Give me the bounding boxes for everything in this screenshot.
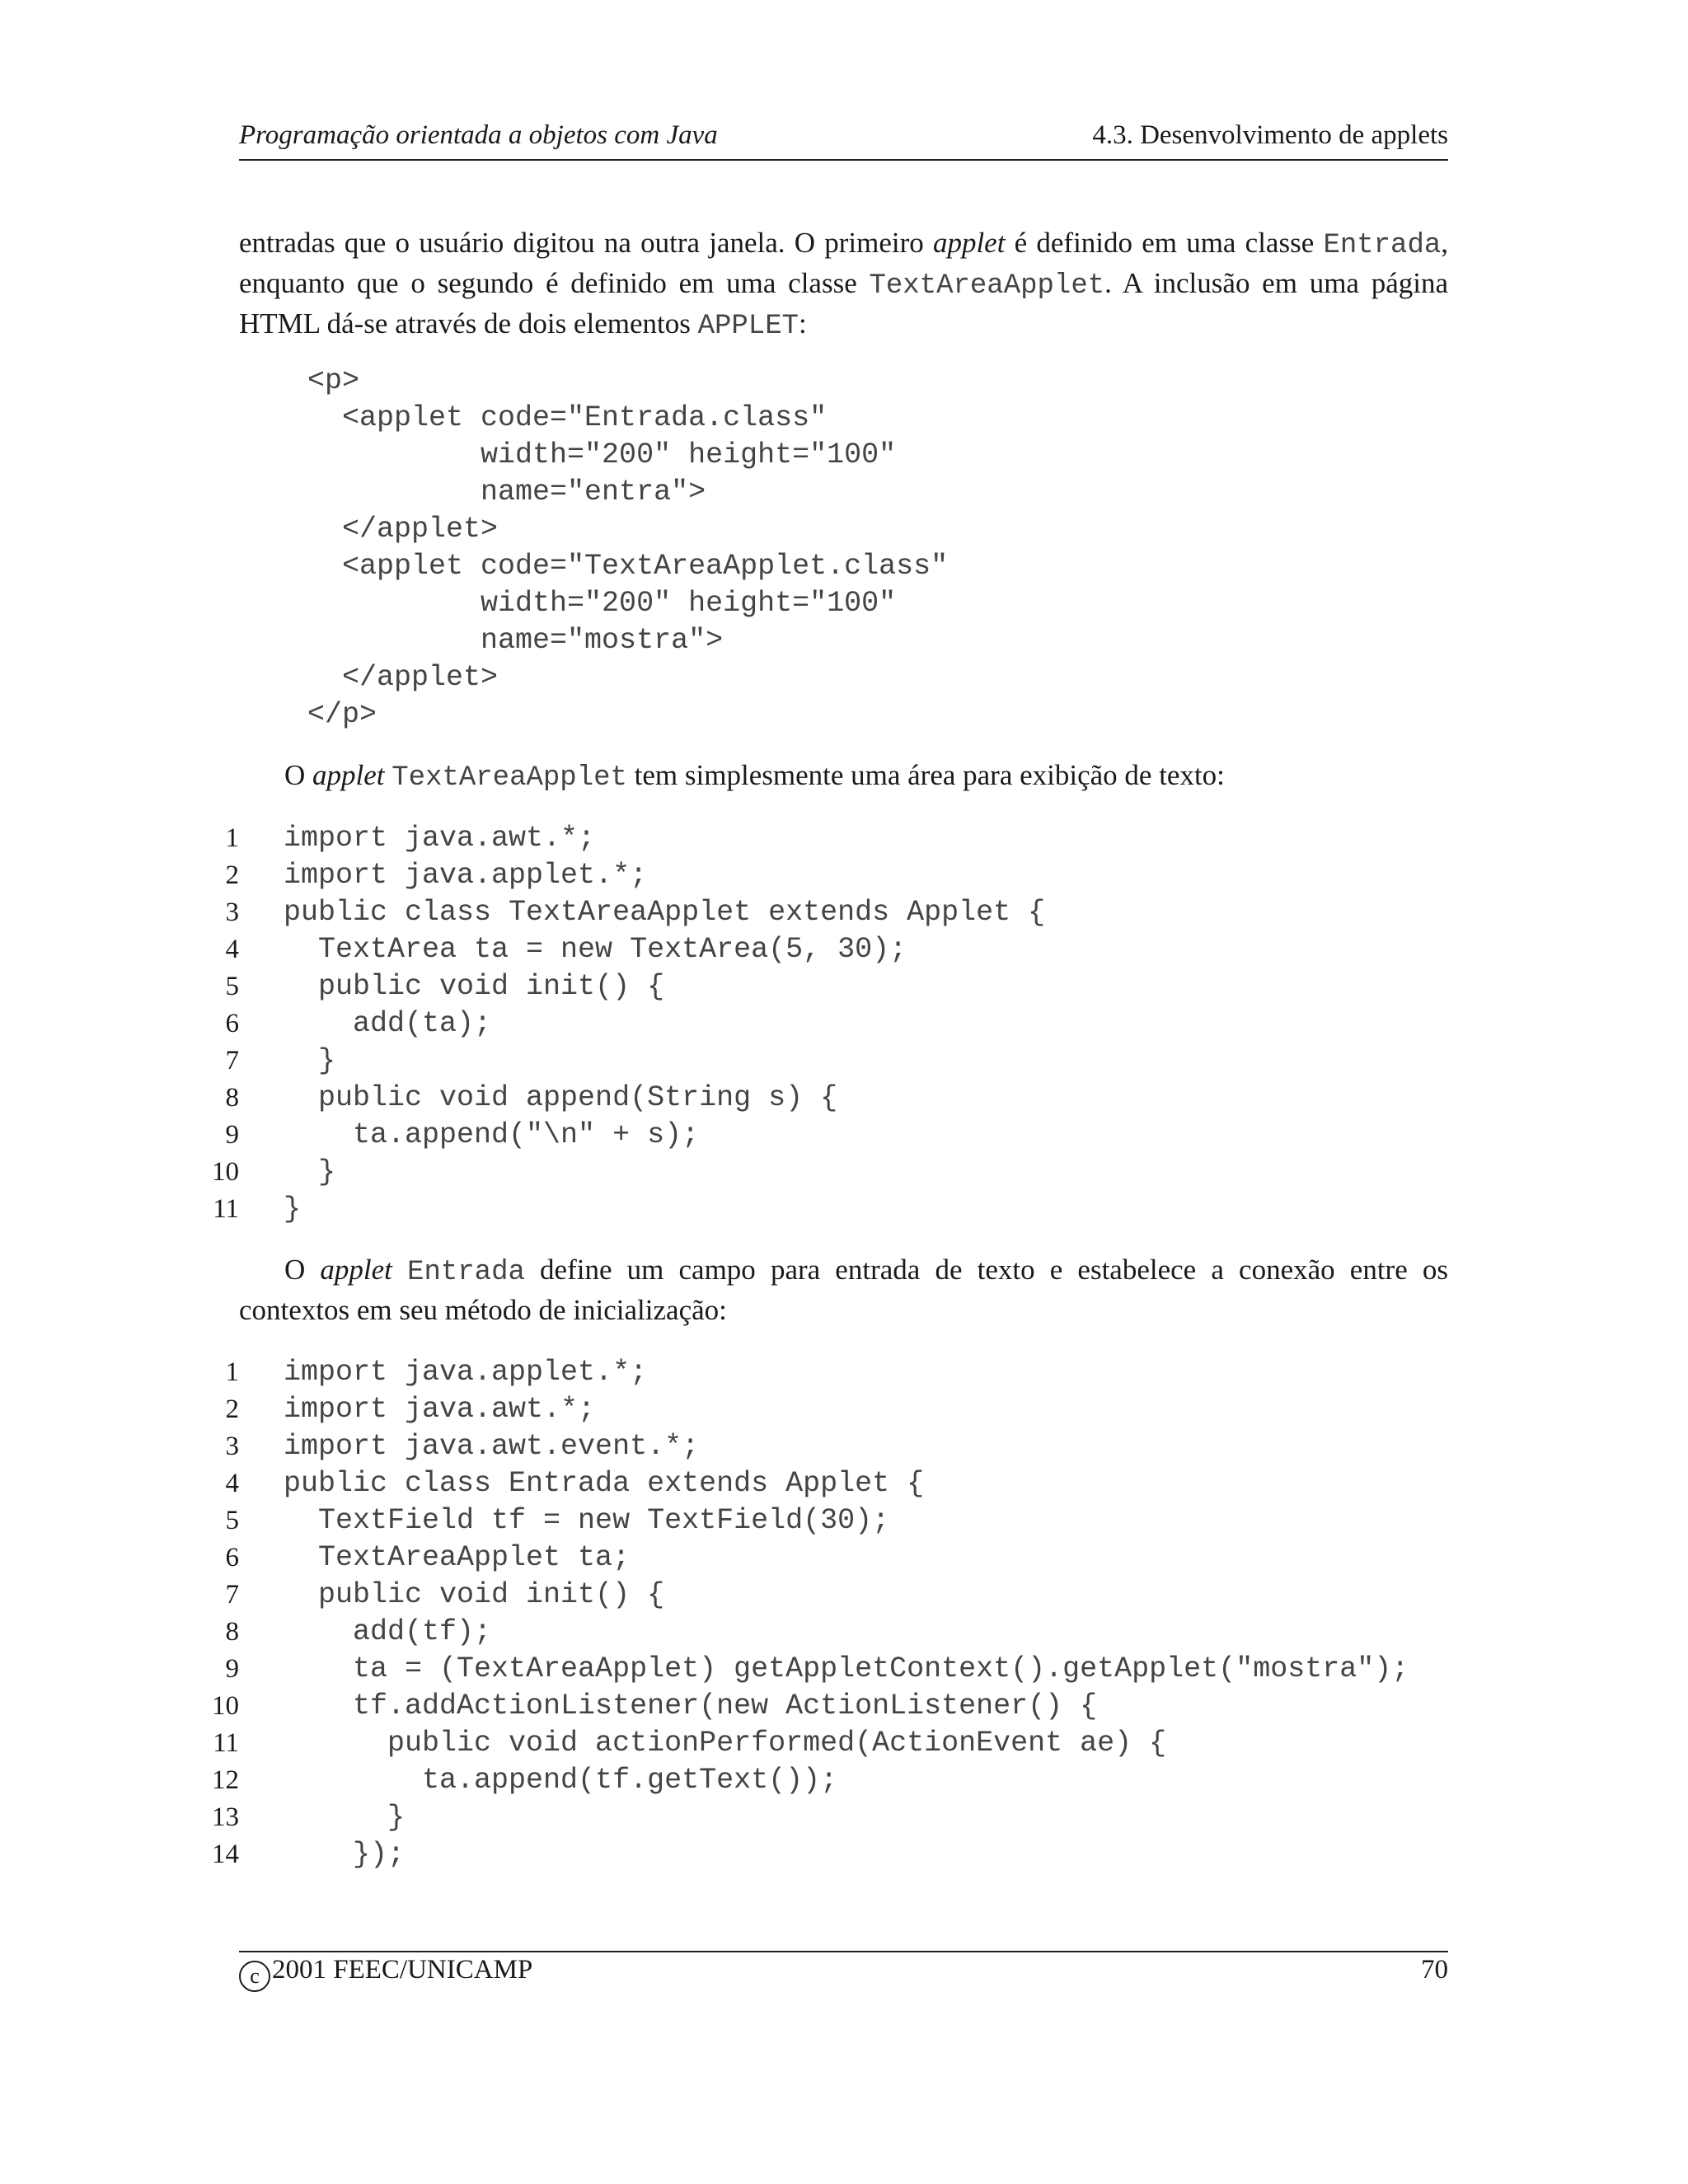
line-number: 2 <box>225 860 239 890</box>
inline-code-textareaapplet: TextAreaApplet <box>869 270 1105 302</box>
code-text: TextArea ta = new TextArea(5, 30); <box>284 933 907 966</box>
line-number: 6 <box>225 1543 239 1572</box>
code-line <box>0 1540 1688 1577</box>
line-number: 3 <box>225 1432 239 1461</box>
text-run: : <box>799 307 807 340</box>
code-text: ta.append(tf.getText()); <box>284 1764 838 1797</box>
code-listing-textareaapplet <box>0 820 1688 1228</box>
code-listing-entrada <box>0 1354 1688 1873</box>
code-text: add(ta); <box>284 1007 492 1040</box>
code-line <box>0 1391 1688 1428</box>
code-text: import java.applet.*; <box>284 1356 648 1389</box>
code-line <box>0 968 1688 1005</box>
code-line <box>0 1428 1688 1465</box>
code-text: public class TextAreaApplet extends Applet { <box>284 896 1046 929</box>
code-text: } <box>284 1044 336 1077</box>
page-number: 70 <box>1421 1955 1448 1985</box>
emphasis-applet: applet <box>932 227 1006 259</box>
code-line <box>0 1799 1688 1836</box>
line-number: 1 <box>225 1357 239 1387</box>
line-number: 8 <box>225 1617 239 1647</box>
paragraph-intro <box>239 224 1448 345</box>
code-text: TextAreaApplet ta; <box>284 1541 631 1574</box>
code-line <box>0 1836 1688 1873</box>
code-line <box>0 1043 1688 1080</box>
text-run <box>385 759 392 791</box>
code-text: public void actionPerformed(ActionEvent ae) { <box>284 1727 1167 1760</box>
code-line <box>0 1117 1688 1154</box>
code-text: public void init() { <box>284 1578 665 1611</box>
line-number: 11 <box>213 1728 239 1758</box>
inline-code-entrada: Entrada <box>407 1257 525 1288</box>
code-line <box>0 1502 1688 1540</box>
running-header <box>239 120 1448 158</box>
text-run: entradas que o usuário digitou na outra janela. O primeiro <box>239 227 933 259</box>
code-text: public void init() { <box>284 970 665 1003</box>
text-run: define um campo para entrada de texto e estabelece a conexão entre os contextos em seu método de inicialização: <box>239 1254 1448 1326</box>
code-line <box>0 1651 1688 1688</box>
header-rule <box>239 159 1448 161</box>
code-line <box>0 820 1688 857</box>
inline-code-applet: APPLET <box>697 311 799 342</box>
text-run: tem simplesmente uma área para exibição de texto: <box>626 759 1225 791</box>
line-number: 4 <box>225 935 239 964</box>
code-line <box>0 1354 1688 1391</box>
line-number: 5 <box>225 1506 239 1535</box>
code-line <box>0 1080 1688 1117</box>
header-book-title: Programação orientada a objetos com Java <box>239 120 718 150</box>
text-run <box>392 1254 407 1286</box>
copyright-icon: c <box>239 1961 270 1992</box>
code-text: } <box>284 1801 406 1834</box>
footer-rule <box>239 1951 1448 1952</box>
line-number: 7 <box>225 1580 239 1610</box>
code-text: TextField tf = new TextField(30); <box>284 1504 890 1537</box>
page-footer <box>239 1955 1448 1996</box>
line-number: 9 <box>225 1654 239 1684</box>
line-number: 13 <box>212 1802 239 1832</box>
code-line <box>0 1614 1688 1651</box>
code-text: tf.addActionListener(new ActionListener() { <box>284 1690 1098 1722</box>
line-number: 6 <box>225 1009 239 1038</box>
line-number: 4 <box>225 1469 239 1498</box>
code-line <box>0 1005 1688 1043</box>
code-line <box>0 1725 1688 1762</box>
code-text: ta.append("\n" + s); <box>284 1118 700 1151</box>
inline-code-textareaapplet: TextAreaApplet <box>392 762 627 794</box>
code-line <box>0 1762 1688 1799</box>
code-text: } <box>284 1155 336 1188</box>
line-number: 2 <box>225 1394 239 1424</box>
text-run: , enquanto que o segundo é definido em uma classe <box>239 227 1449 299</box>
code-line <box>0 1465 1688 1502</box>
inline-code-entrada: Entrada <box>1323 230 1442 261</box>
text-run: é definido em uma classe <box>1005 227 1324 259</box>
code-text: ta = (TextAreaApplet) getAppletContext().getApplet("mostra"); <box>284 1652 1409 1685</box>
code-text: import java.awt.*; <box>284 822 596 855</box>
paragraph-entrada <box>239 1251 1448 1329</box>
code-line <box>0 1154 1688 1191</box>
text-run: . A inclusão em uma página HTML dá-se através de dois elementos <box>239 267 1448 340</box>
emphasis-applet: applet <box>320 1254 392 1286</box>
line-number: 5 <box>225 972 239 1001</box>
html-code-block: <p> <applet code="Entrada.class" width="200" height="100" name="entra"> </applet> <applet code="TextAreaApplet.class" width="200" height="100" name="mostra"> </applet> </p> <box>307 364 949 731</box>
line-number: 11 <box>213 1194 239 1224</box>
code-text: import java.awt.event.*; <box>284 1430 700 1463</box>
emphasis-applet: applet <box>312 759 385 791</box>
code-text: import java.applet.*; <box>284 859 648 892</box>
text-run: O <box>284 1254 321 1286</box>
code-line <box>0 857 1688 894</box>
code-text: public void append(String s) { <box>284 1081 838 1114</box>
paragraph-textareaapplet <box>239 757 1448 797</box>
header-section-title: 4.3. Desenvolvimento de applets <box>1092 120 1448 150</box>
line-number: 1 <box>225 823 239 853</box>
line-number: 10 <box>212 1691 239 1721</box>
code-line <box>0 931 1688 968</box>
line-number: 14 <box>212 1840 239 1869</box>
code-text: public class Entrada extends Applet { <box>284 1467 925 1500</box>
text-run: O <box>284 759 313 791</box>
footer-copyright-text: 2001 FEEC/UNICAMP <box>272 1955 533 1985</box>
code-text: add(tf); <box>284 1615 492 1648</box>
footer-copyright <box>239 1955 532 1992</box>
line-number: 9 <box>225 1120 239 1150</box>
line-number: 12 <box>212 1765 239 1795</box>
code-text: }); <box>284 1838 406 1871</box>
code-text: import java.awt.*; <box>284 1393 596 1426</box>
line-number: 10 <box>212 1157 239 1187</box>
code-line <box>0 1688 1688 1725</box>
line-number: 7 <box>225 1046 239 1076</box>
line-number: 3 <box>225 898 239 927</box>
code-line <box>0 1577 1688 1614</box>
line-number: 8 <box>225 1083 239 1113</box>
code-text: } <box>284 1193 302 1226</box>
code-line <box>0 894 1688 931</box>
code-line <box>0 1191 1688 1228</box>
